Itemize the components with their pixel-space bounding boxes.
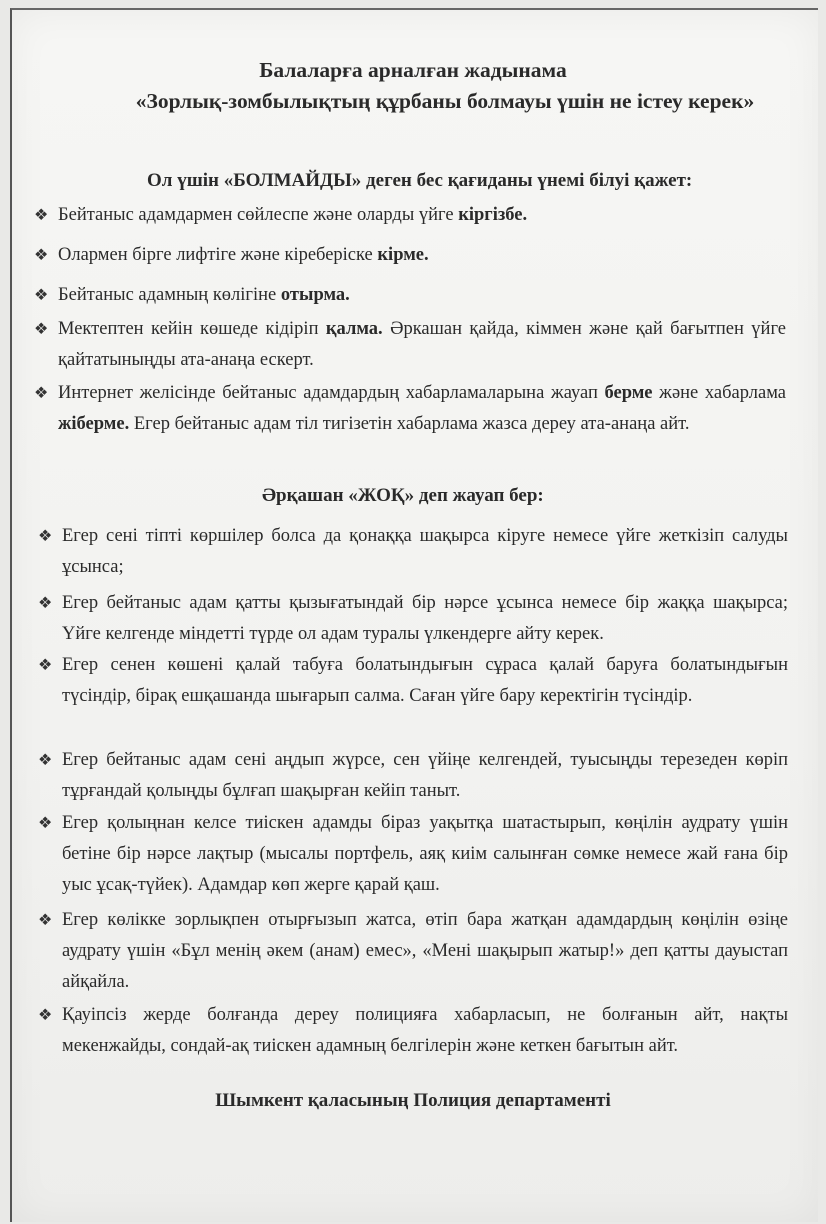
say-no-item-1: Егер сені тіпті көршілер болса да қонаққа шақырса кіруге немесе үйге жеткізіп салуды ұсынса; <box>62 526 788 577</box>
diamond-bullet-icon: ❖ <box>38 657 53 674</box>
say-no-item-6: Егер көлікке зорлықпен отырғызып жатса, өтіп бара жатқан адамдардың көңілін өзіңе аудрату үшін «Бұл менің әкем (анам) емес», «Мені шақырып жатыр!» деп қатты дауыстап айқайла. <box>62 910 788 992</box>
say-no-item-2: Егер бейтаныс адам қатты қызығатындай бір нәрсе ұсынса немесе бір жаққа шақырса; Үйге келгенде міндетті түрде ол адам туралы үлкендерге айту керек. <box>62 593 788 644</box>
memo-title: Балаларға арналған жадынама <box>259 58 567 82</box>
diamond-bullet-icon: ❖ <box>38 912 53 929</box>
say-no-item-5: Егер қолыңнан келсе тиіскен адамды біраз уақытқа шатастырып, көңілін аудрату үшін бетіне бір нәрсе лақтыр (мысалы портфель, аяқ киім салынған сөмке немесе жай ғана бір уыс ұсақ-түйек). Адамдар көп жерге қарай қаш. <box>62 813 788 895</box>
section-heading-rules: Ол үшін «БОЛМАЙДЫ» деген бес қағиданы үнемі білуі қажет: <box>147 170 693 191</box>
diamond-bullet-icon: ❖ <box>38 528 53 545</box>
say-no-item-4: Егер бейтаныс адам сені аңдып жүрсе, сен үйіңе келгендей, туысыңды терезеден көріп тұрғандай қолыңды бұлғап шақырған кейіп таныт. <box>62 750 788 801</box>
rule-item-3: Бейтаныс адамның көлігіне отырма. <box>58 285 350 305</box>
say-no-item-3: Егер сенен көшені қалай табуға болатындығын сұраса қалай баруға болатындығын түсіндір, бірақ ешқашанда шығарып салма. Саған үйге бару керектігін түсіндір. <box>62 655 788 706</box>
rule-item-1: Бейтаныс адамдармен сөйлеспе және оларды үйге кіргізбе. <box>58 205 528 225</box>
rule-item-4: Мектептен кейін көшеде кідіріп қалма. Әркашан қайда, кіммен және қай бағытпен үйге қайтатыныңды ата-анаңа ескерт. <box>58 319 786 370</box>
diamond-bullet-icon: ❖ <box>38 752 53 769</box>
say-no-item-7: Қауіпсіз жерде болғанда дереу полицияға хабарласып, не болғанын айт, нақты мекенжайды, сондай-ақ тиіскен адамның белгілерін және кеткен бағытын айт. <box>62 1005 788 1056</box>
rule-item-5: Интернет желісінде бейтаныс адамдардың хабарламаларына жауап берме және хабарлама жіберме. Егер бейтаныс адам тіл тигізетін хабарлама жазса дереу ата-анаңа айт. <box>58 383 786 434</box>
diamond-bullet-icon: ❖ <box>38 595 53 612</box>
diamond-bullet-icon: ❖ <box>38 1007 53 1024</box>
diamond-bullet-icon: ❖ <box>34 207 49 224</box>
diamond-bullet-icon: ❖ <box>34 287 49 304</box>
diamond-bullet-icon: ❖ <box>34 385 49 402</box>
diamond-bullet-icon: ❖ <box>38 815 53 832</box>
signature: Шымкент қаласының Полиция департаменті <box>215 1090 611 1111</box>
diamond-bullet-icon: ❖ <box>34 321 49 338</box>
memo-subtitle: «Зорлық-зомбылықтың құрбаны болмауы үшін не істеу керек» <box>135 89 755 113</box>
rule-item-2: Олармен бірге лифтіге және кіреберіске кірме. <box>58 245 429 265</box>
section-heading-say-no: Әрқашан «ЖОҚ» деп жауап бер: <box>262 485 544 506</box>
diamond-bullet-icon: ❖ <box>34 247 49 264</box>
